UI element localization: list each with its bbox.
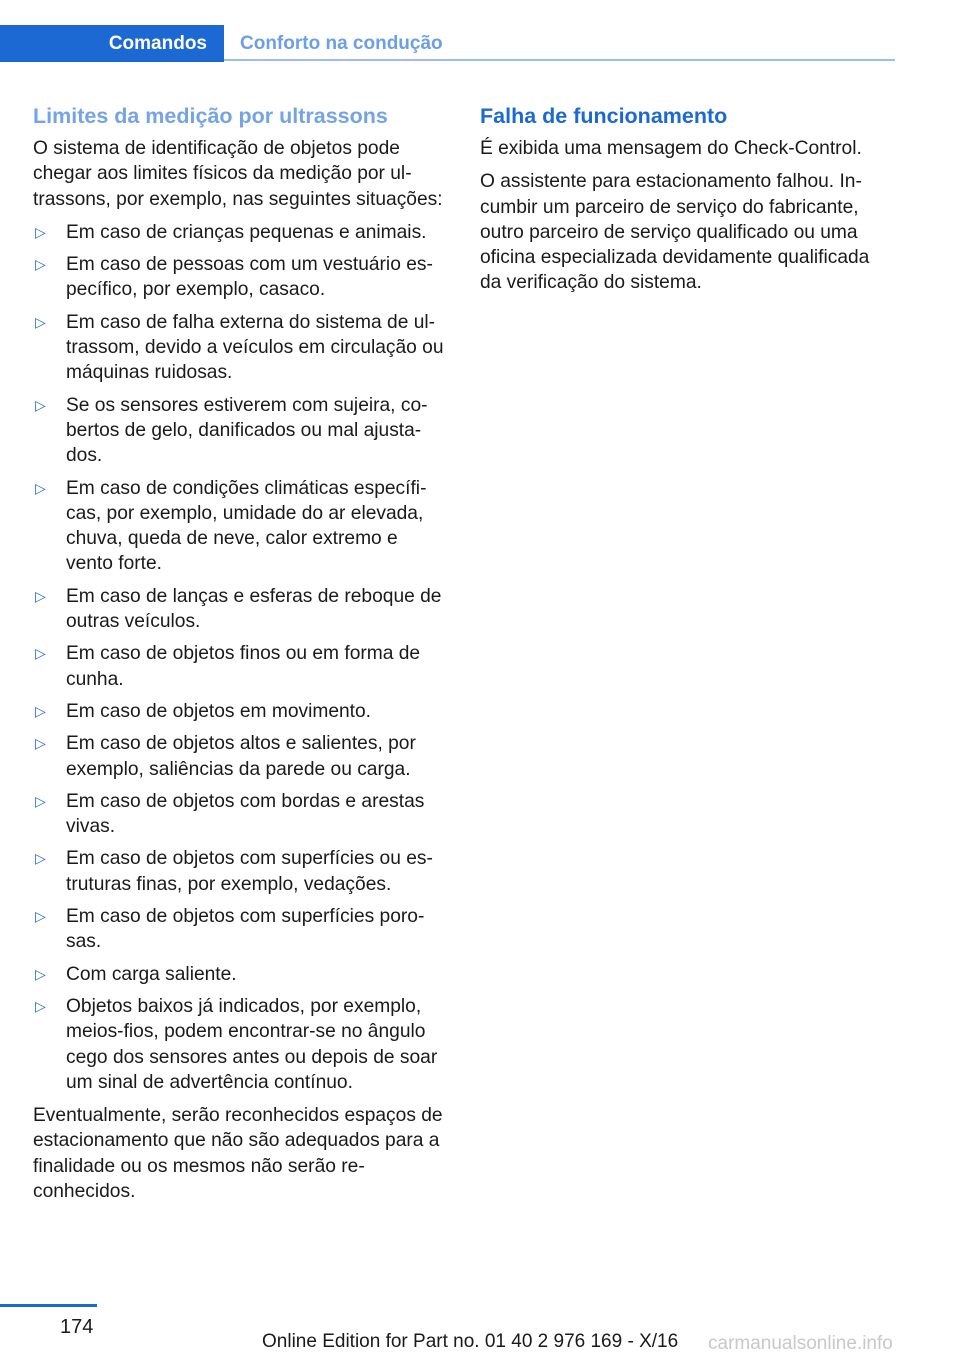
list-item: ▷ Em caso de condições climáticas específicas, por exemplo, umidade do ar elevada, chuva, queda de neve, calor extremo e vento forte. xyxy=(35,477,427,575)
page-header xyxy=(0,0,960,64)
intro-paragraph: O sistema de identificação de objetos pode chegar aos limites físicos da medição por ultrassons, por exemplo, nas seguintes situações: xyxy=(33,138,443,210)
triangle-right-outline-icon: ▷ xyxy=(35,223,46,240)
right-column xyxy=(480,102,890,304)
triangle-right-outline-icon: ▷ xyxy=(35,908,46,925)
list-item: ▷ Em caso de objetos em movimento. xyxy=(33,699,447,724)
list-item: ▷ Com carga saliente. xyxy=(33,962,447,987)
triangle-right-outline-icon: ▷ xyxy=(35,965,46,982)
section-heading-malfunction: Falha de funcionamento xyxy=(480,104,728,128)
tab-comandos[interactable]: Comandos xyxy=(0,25,224,62)
triangle-right-outline-icon: ▷ xyxy=(35,256,46,273)
limits-list xyxy=(33,220,447,1095)
triangle-right-outline-icon: ▷ xyxy=(35,735,46,752)
malfunction-advice: O assistente para estacionamento falhou. Incumbir um parceiro de serviço do fabricante, outro parceiro de serviço qualificado ou uma oficina especializada devidamente qualificada da verificação do sistema. xyxy=(480,171,870,294)
triangle-right-outline-icon: ▷ xyxy=(35,396,46,413)
footer-accent-bar xyxy=(0,1304,97,1307)
list-item: ▷ Em caso de lanças e esferas de reboque de outras veículos. xyxy=(35,585,442,633)
triangle-right-outline-icon: ▷ xyxy=(35,850,46,867)
list-item: ▷ Em caso de objetos com superfícies porosas. xyxy=(35,906,425,953)
list-item: ▷ Em caso de falha externa do sistema de ultrassom, devido a veículos em circulação ou máquinas ruidosas. xyxy=(35,311,444,384)
list-item: ▷ Em caso de objetos finos ou em forma de cunha. xyxy=(35,643,421,690)
left-column xyxy=(33,102,447,1212)
triangle-right-outline-icon: ▷ xyxy=(35,702,46,719)
triangle-right-outline-icon: ▷ xyxy=(35,479,46,496)
list-item: ▷ Em caso de crianças pequenas e animais. xyxy=(33,220,447,245)
triangle-right-outline-icon: ▷ xyxy=(35,792,46,809)
list-item: ▷ Em caso de pessoas com um vestuário específico, por exemplo, casaco. xyxy=(35,254,433,301)
triangle-right-outline-icon: ▷ xyxy=(35,313,46,330)
list-item: ▷ Em caso de objetos altos e salientes, por exemplo, saliências da parede ou carga. xyxy=(35,733,416,780)
tab-conforto-na-conducao[interactable]: Conforto na condução xyxy=(240,32,443,54)
section-heading-limits: Limites da medição por ultrassons xyxy=(33,104,388,128)
malfunction-message: É exibida uma mensagem do Check-Control. xyxy=(480,138,862,159)
outro-paragraph: Eventualmente, serão reconhecidos espaços de estacionamento que não são adequados para a finalidade ou os mesmos não serão reconhecidos. xyxy=(33,1105,443,1202)
triangle-right-outline-icon: ▷ xyxy=(35,645,46,662)
list-item: ▷ Objetos baixos já indicados, por exemplo, meios-fios, podem encontrar-se no ângulo cego dos sensores antes ou depois de soar um sinal de advertência contínuo. xyxy=(35,995,438,1093)
header-divider xyxy=(224,59,895,61)
watermark: carmanualsonline.info xyxy=(708,1333,893,1354)
page-number: 174 xyxy=(60,1316,94,1338)
list-item: ▷ Se os sensores estiverem com sujeira, cobertos de gelo, danificados ou mal ajustados. xyxy=(35,394,428,467)
triangle-right-outline-icon: ▷ xyxy=(35,997,46,1014)
list-item: ▷ Em caso de objetos com superfícies ou estruturas finas, por exemplo, vedações. xyxy=(35,848,433,895)
edition-note: Online Edition for Part no. 01 40 2 976 169 - X/16 xyxy=(262,1331,679,1352)
list-item: ▷ Em caso de objetos com bordas e arestas vivas. xyxy=(35,790,425,838)
triangle-right-outline-icon: ▷ xyxy=(35,587,46,604)
